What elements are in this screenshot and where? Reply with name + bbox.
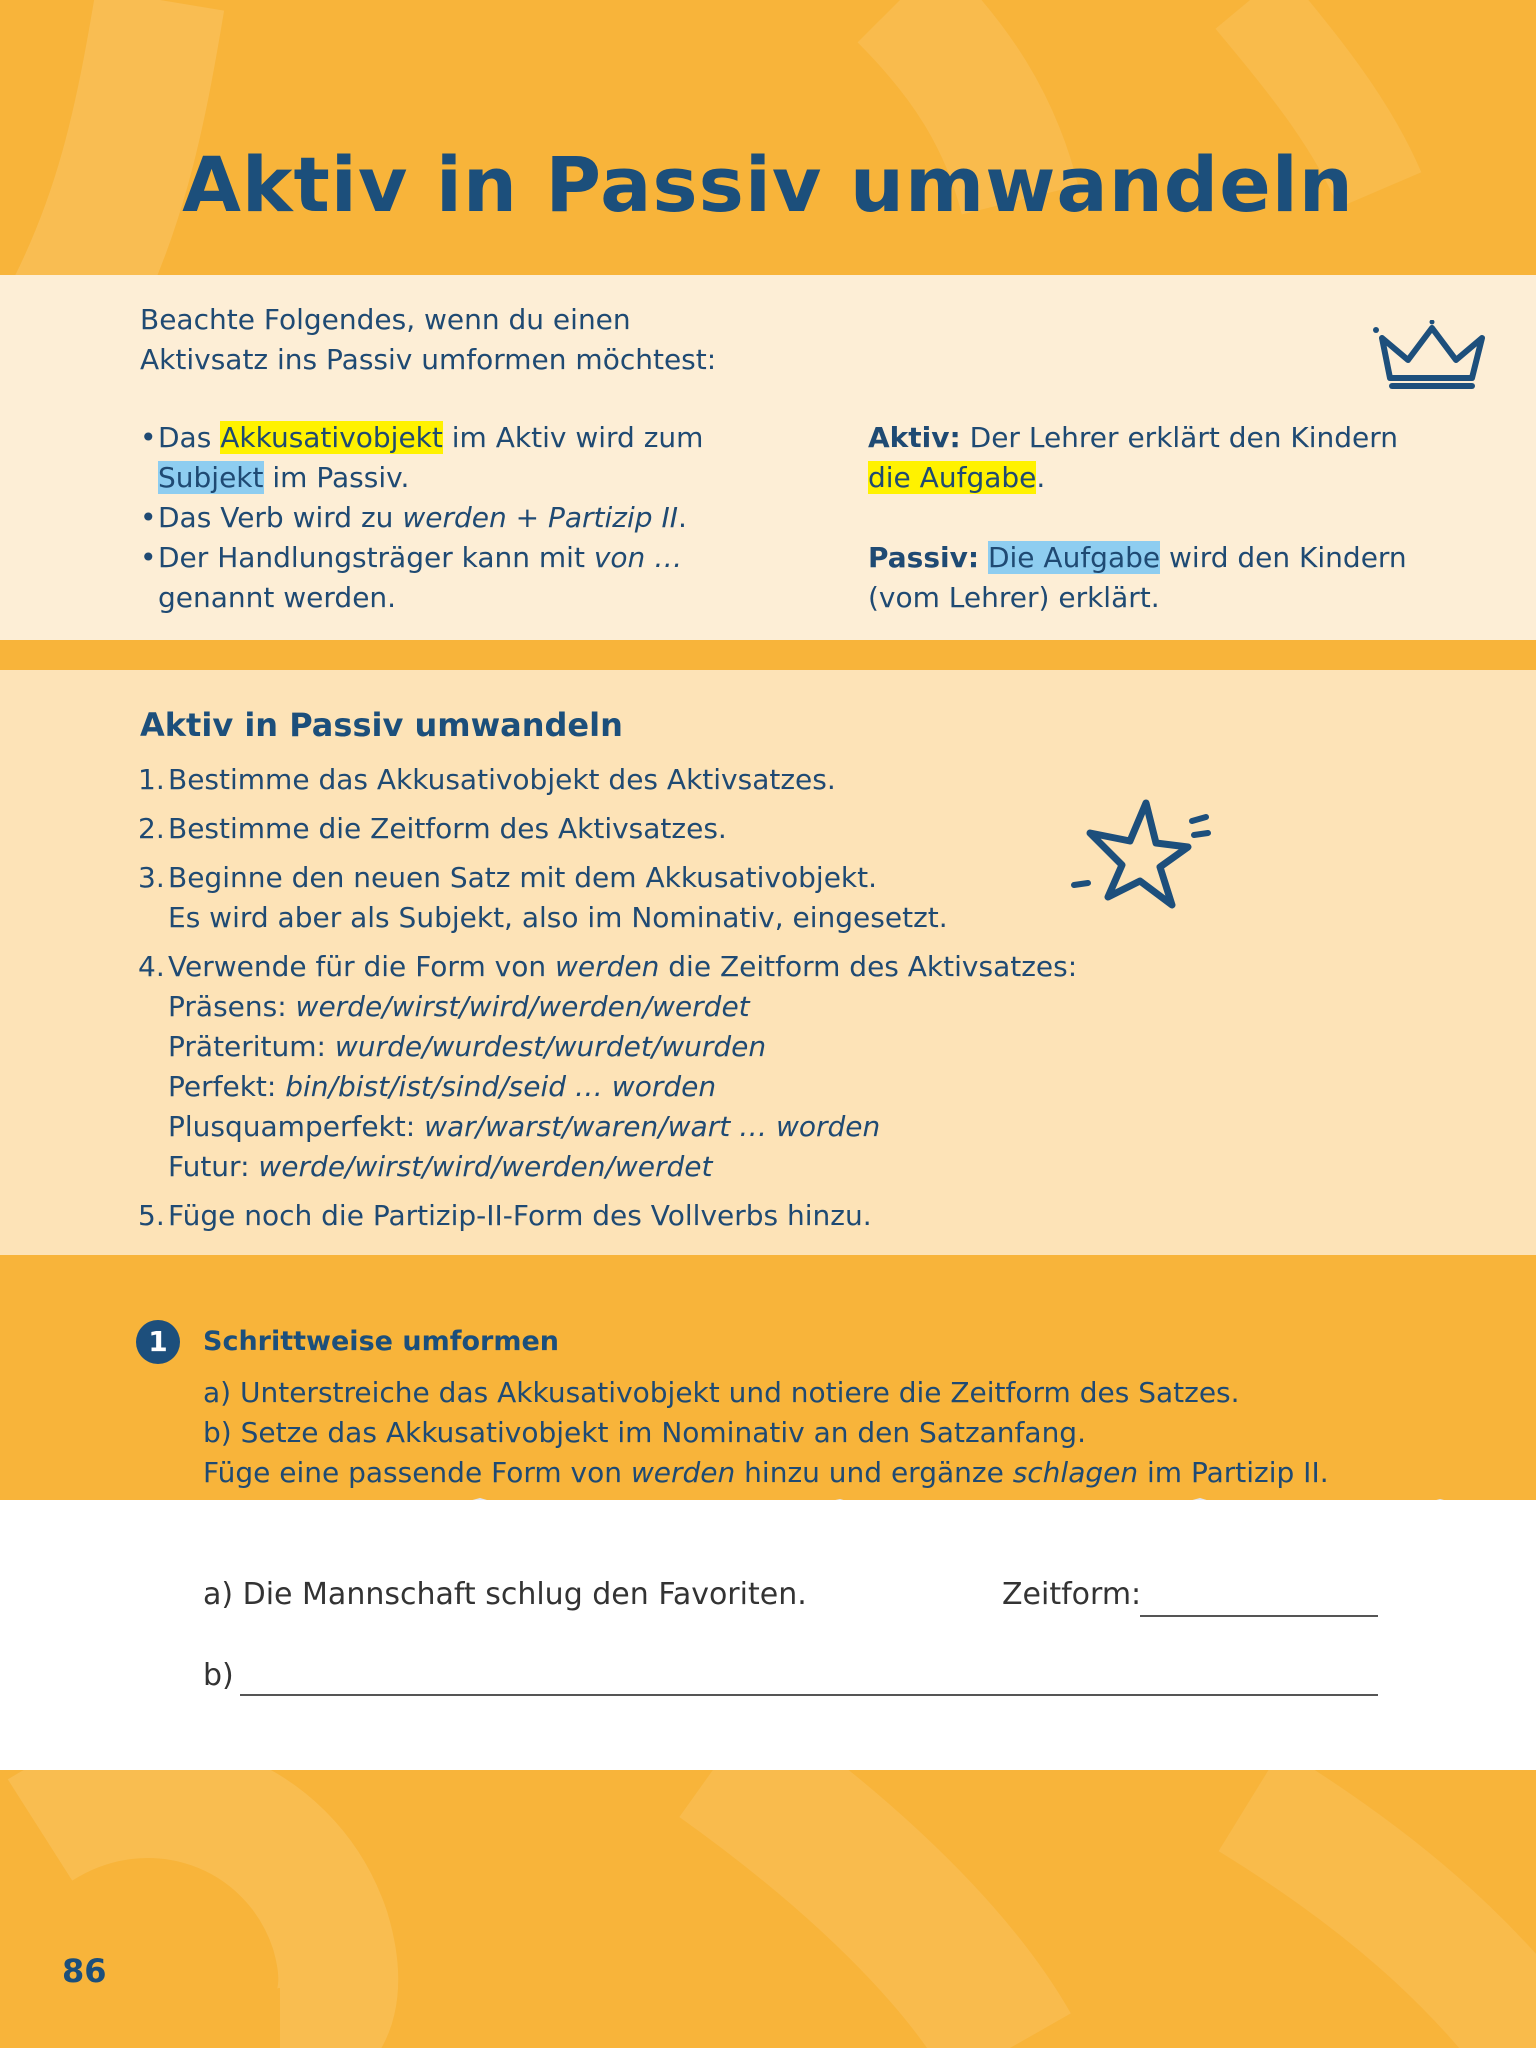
step-number: 4. (138, 950, 165, 983)
exercise-sentence-a: a) Die Mannschaft schlug den Favoriten. (203, 1577, 807, 1612)
tense-value: bin/bist/ist/sind/seid … worden (285, 1070, 717, 1103)
step-text: Verwende für die Form von (168, 950, 555, 983)
text-run: Der Handlungsträger kann mit (158, 541, 594, 574)
tip-bullet (140, 418, 780, 498)
text-run: . (1036, 461, 1046, 494)
step-number: 5. (138, 1199, 165, 1232)
text-run: . (677, 501, 687, 534)
steps-heading: Aktiv in Passiv umwandeln (140, 706, 623, 744)
step-item (138, 858, 1138, 938)
step-text: Es wird aber als Subjekt, also im Nominativ, eingesetzt. (168, 901, 948, 934)
step-text: Bestimme die Zeitform des Aktivsatzes. (168, 812, 727, 845)
task-instruction-b: b) Setze das Akkusativobjekt im Nominativ an den Satzanfang. (203, 1416, 1086, 1449)
highlight-object: die Aufgabe (868, 461, 1037, 494)
task-number-badge: 1 (136, 1320, 180, 1364)
worksheet-paper (0, 1500, 1536, 1770)
text-run: genannt werden. (158, 581, 397, 614)
text-run: Das Verb wird zu (158, 501, 403, 534)
tense-label: Präteritum: (168, 1030, 335, 1063)
text-run: wird den Kindern (vom Lehrer) erklärt. (868, 541, 1407, 614)
tense-value: werde/wirst/wird/werden/werdet (258, 1150, 713, 1183)
step-text: Beginne den neuen Satz mit dem Akkusativobjekt. (168, 861, 878, 894)
step-text: Bestimme das Akkusativobjekt des Aktivsatzes. (168, 763, 836, 796)
tip-bullet-list (140, 418, 780, 618)
task-instruction-c (203, 1453, 1329, 1493)
tip-bullet (140, 498, 780, 538)
text-run: im Partizip II. (1138, 1456, 1329, 1489)
tense-label: Futur: (168, 1150, 259, 1183)
exercise-label-b: b) (203, 1658, 234, 1693)
tense-form (138, 1147, 1138, 1187)
text-run: Füge eine passende Form von (203, 1456, 631, 1489)
highlight-subject: Die Aufgabe (987, 541, 1161, 574)
tense-value: war/warst/waren/wart … worden (424, 1110, 881, 1143)
example-label: Passiv: (868, 541, 980, 574)
text-run: im Aktiv wird zum (442, 421, 704, 454)
step-number: 3. (138, 861, 165, 894)
emphasis: von … (593, 541, 683, 574)
step-item (138, 809, 1138, 849)
tense-label: Präsens: (168, 990, 296, 1023)
step-text: Füge noch die Partizip-II-Form des Vollverbs hinzu. (168, 1199, 872, 1232)
star-icon (1068, 795, 1218, 915)
tense-form (138, 987, 1138, 1027)
step-number: 1. (138, 763, 165, 796)
step-item (138, 760, 1138, 800)
task-instruction-a: a) Unterstreiche das Akkusativobjekt und notiere die Zeitform des Satzes. (203, 1376, 1240, 1409)
example-label: Aktiv: (868, 421, 961, 454)
emphasis: werden (630, 1456, 736, 1489)
example-active (868, 418, 1428, 498)
example-passive (868, 538, 1428, 618)
highlight-subjekt: Subjekt (158, 461, 264, 494)
page-title: Aktiv in Passiv umwandeln (182, 140, 1354, 229)
step-item (138, 1196, 1138, 1236)
crown-icon (1372, 320, 1492, 392)
tense-value: wurde/wurdest/wurdet/wurden (334, 1030, 767, 1063)
zeitform-label: Zeitform: (1002, 1577, 1142, 1612)
tip-bullet (140, 538, 780, 618)
emphasis: schlagen (1012, 1456, 1139, 1489)
text-run: Der Lehrer erklärt den Kindern (960, 421, 1399, 454)
tense-label: Perfekt: (168, 1070, 286, 1103)
answer-line-b[interactable] (240, 1694, 1378, 1696)
step-number: 2. (138, 812, 165, 845)
text-run: hinzu und ergänze (735, 1456, 1013, 1489)
zeitform-answer-line[interactable] (1140, 1615, 1378, 1617)
emphasis: werden + Partizip II (402, 501, 678, 534)
tip-intro (140, 300, 716, 380)
emphasis: werden (554, 950, 660, 983)
task-title: Schrittweise umformen (203, 1326, 559, 1357)
tense-value: werde/wirst/wird/werden/werdet (295, 990, 750, 1023)
tense-form (138, 1107, 1138, 1147)
tense-form (138, 1067, 1138, 1107)
step-text: die Zeitform des Aktivsatzes: (659, 950, 1078, 983)
tense-label: Plusquamperfekt: (168, 1110, 425, 1143)
tip-intro-line: Aktivsatz ins Passiv umformen möchtest: (140, 343, 717, 376)
page-number: 86 (62, 1952, 107, 1990)
steps-list (138, 760, 1138, 1245)
tip-intro-line: Beachte Folgendes, wenn du einen (140, 303, 631, 336)
tense-form (138, 1027, 1138, 1067)
text-run: Das (158, 421, 221, 454)
highlight-akkusativobjekt: Akkusativobjekt (220, 421, 443, 454)
text-run: im Passiv. (263, 461, 410, 494)
step-item (138, 947, 1138, 1187)
